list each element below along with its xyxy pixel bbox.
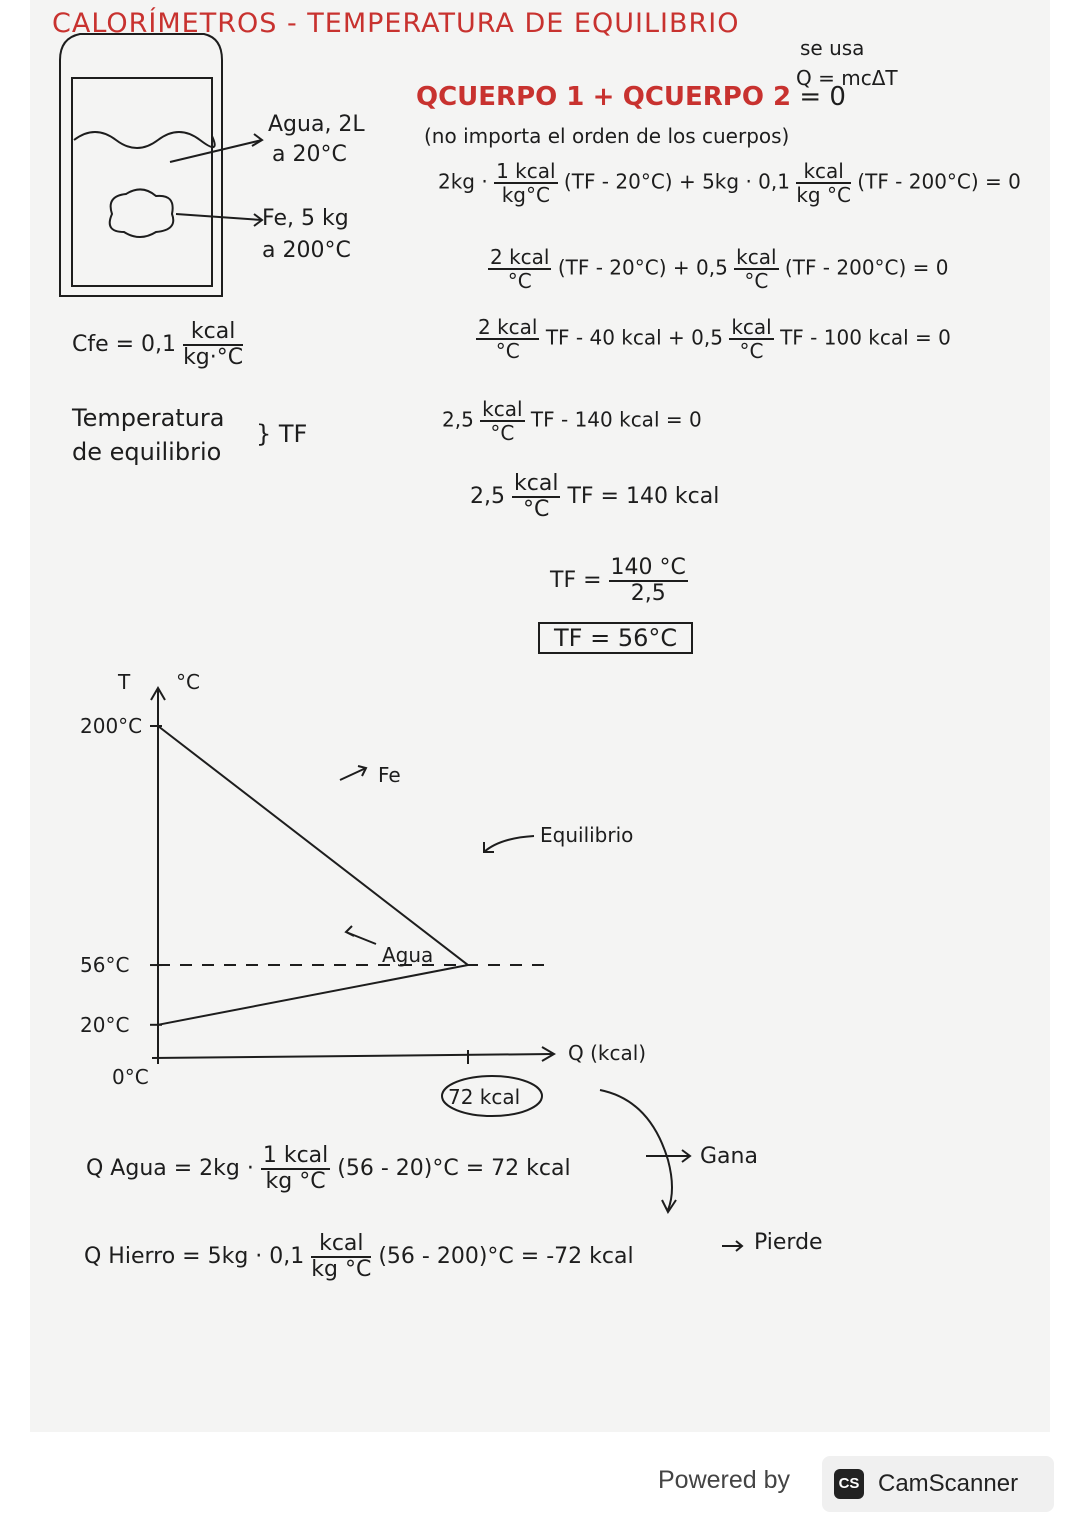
camscanner-badge	[822, 1456, 1054, 1512]
step-1: 2kg · $\frac{\text{1 kcal}}{kg^\circ C}$ (TF - 20°C) + 5kg · 0,1 $\frac{\text{kcal}}{kg ^\circ C}$ (TF - 200°C) = 0	[438, 159, 1021, 207]
q-body-2: QCUERPO 2	[622, 82, 792, 112]
equals-zero: = 0	[799, 82, 846, 112]
water-label-line2: a 20°C	[272, 142, 347, 167]
q-hierro-tag: Pierde	[754, 1230, 823, 1255]
plus-sign: +	[592, 82, 615, 112]
annotation-agua: Agua	[382, 943, 434, 967]
specific-heat-fe: Cfe = 0,1 $\frac{\text{kcal}}{kg\cdot^\circ C}$	[72, 319, 244, 371]
y-tick-label-56: 56°C	[80, 953, 130, 978]
camscanner-logo-icon: CS	[834, 1469, 864, 1499]
step-4: 2,5 $\frac{\text{kcal}}{^\circ C}$ TF - 140 kcal = 0	[442, 397, 702, 445]
step-5: 2,5 $\frac{\text{kcal}}{^\circ C}$ TF = 140 kcal	[470, 471, 720, 523]
water-label-line1: Agua, 2L	[268, 112, 365, 137]
equilibrium-temp-line1: Temperatura	[72, 404, 225, 432]
curve-arrow	[600, 1090, 672, 1210]
x-axis-label: Q (kcal)	[568, 1041, 647, 1065]
iron-label-line1: Fe, 5 kg	[262, 206, 349, 231]
q-hierro-equation: Q Hierro = 5kg · 0,1 $\frac{\text{kcal}}{kg ^\circ C}$ (56 - 200)°C = -72 kcal	[84, 1231, 634, 1283]
camscanner-brand: CamScanner	[878, 1470, 1019, 1497]
equilibrium-temp-symbol: } TF	[256, 420, 308, 448]
result-value: TF = 56°C	[538, 622, 693, 654]
heat-formula: Q = mcΔT	[796, 66, 898, 90]
powered-by-text: Powered by	[658, 1466, 791, 1494]
page-title: CALORÍMETROS - TEMPERATURA DE EQUILIBRIO	[52, 8, 740, 39]
se-usa-note: se usa	[800, 36, 865, 60]
step-3: $\frac{\text{2 kcal}}{^\circ C}$ TF - 40 kcal + 0,5 $\frac{\text{kcal}}{^\circ C}$ TF - 100 kcal = 0	[478, 315, 951, 363]
y-axis-unit: °C	[176, 670, 200, 694]
step-2: $\frac{\text{2 kcal}}{^\circ C}$ (TF - 20°C) + 0,5 $\frac{\text{kcal}}{^\circ C}$ (TF - 200°C) = 0	[490, 245, 949, 293]
order-note: (no importa el orden de los cuerpos)	[424, 124, 790, 148]
annotation-fe: Fe	[378, 763, 401, 787]
annotation-equilibrio: Equilibrio	[540, 823, 634, 847]
y-tick-label-20: 20°C	[80, 1012, 130, 1037]
iron-label-line2: a 200°C	[262, 238, 351, 263]
y-axis-symbol: T	[118, 670, 131, 694]
equilibrium-temp-line2: de equilibrio	[72, 438, 222, 466]
q-agua-tag: Gana	[700, 1144, 758, 1169]
q-agua-equation: Q Agua = 2kg · $\frac{\text{1 kcal}}{kg ^\circ C}$ (56 - 20)°C = 72 kcal	[86, 1143, 571, 1195]
y-tick-label-200: 200°C	[80, 714, 143, 738]
q-body-1: QCUERPO 1	[416, 82, 585, 112]
step-6: TF = $\frac{140 ^\circ C}{2,5}$	[550, 555, 686, 607]
x-tick-label: 72 kcal	[448, 1085, 521, 1109]
y-tick-label-0: 0°C	[112, 1065, 149, 1089]
